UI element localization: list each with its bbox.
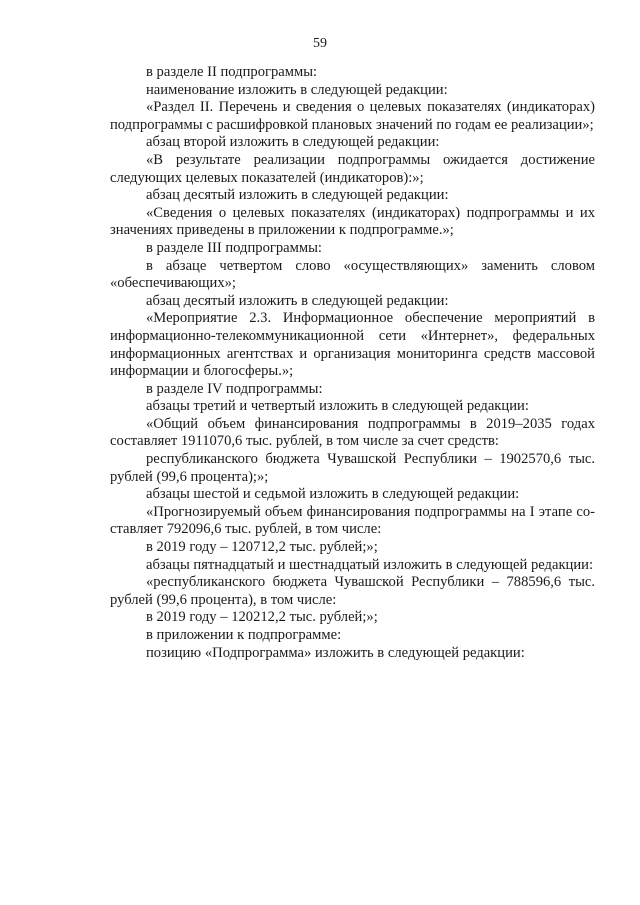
- paragraph: в разделе IV подпрограммы:: [146, 380, 323, 397]
- paragraph: в разделе II подпрограммы:: [146, 64, 318, 80]
- paragraph: «Сведения о целевых показателях (индикаторах) подпрограммы и их значениях приведены в приложении к подпрограмме.»;: [110, 204, 595, 239]
- page-number: 59: [313, 36, 327, 51]
- paragraph: «Общий объем финансирования подпрограммы в 2019–2035 годах составляет 1911070,6 тыс. рублей, в том числе за счет средств:: [110, 415, 595, 450]
- paragraph: «Раздел II. Перечень и сведения о целевых показателях (индикаторах) подпрограммы с расшифровкой плановых значений по годам ее реализации»;: [110, 99, 595, 133]
- paragraph: в 2019 году – 120712,2 тыс. рублей;»;: [146, 539, 378, 556]
- paragraph: позицию «Подпрограмма» изложить в следующей редакции:: [146, 644, 525, 661]
- paragraph: республиканского бюджета Чувашской Республики – 1902570,6 тыс. рублей (99,6 процента);»;: [110, 451, 595, 485]
- document-body: [110, 64, 595, 662]
- paragraph: абзац десятый изложить в следующей редакции:: [146, 292, 449, 309]
- paragraph: «Прогнозируемый объем финансирования подпрограммы на I этапе составляет 792096,6 тыс. рублей, в том числе:: [110, 503, 595, 538]
- paragraph: абзац второй изложить в следующей редакции:: [146, 134, 440, 151]
- paragraph: абзацы третий и четвертый изложить в следующей редакции:: [146, 398, 529, 415]
- paragraph: «Мероприятие 2.3. Информационное обеспечение мероприятий в информационно-телекоммуникационной сети «Интернет», федеральных информационных агентствах и организация мониторинга средств массовой информации и блогосферы.»;: [110, 310, 595, 380]
- paragraph: «республиканского бюджета Чувашской Республики – 788596,6 тыс. рублей (99,6 процента), в том числе:: [110, 574, 595, 608]
- paragraph: абзац десятый изложить в следующей редакции:: [146, 187, 449, 204]
- paragraph: абзацы шестой и седьмой изложить в следующей редакции:: [146, 486, 520, 503]
- paragraph: в разделе III подпрограммы:: [146, 239, 322, 256]
- paragraph: наименование изложить в следующей редакции:: [146, 81, 448, 98]
- paragraph: в приложении к подпрограмме:: [146, 627, 342, 643]
- paragraph: в 2019 году – 120212,2 тыс. рублей;»;: [146, 609, 378, 626]
- paragraph: абзацы пятнадцатый и шестнадцатый изложить в следующей редакции:: [146, 556, 594, 573]
- paragraph: «В результате реализации подпрограммы ожидается достижение следующих целевых показателей (индикаторов):»;: [110, 151, 595, 186]
- paragraph: в абзаце четвертом слово «осуществляющих» заменить словом «обеспечивающих»;: [110, 257, 595, 292]
